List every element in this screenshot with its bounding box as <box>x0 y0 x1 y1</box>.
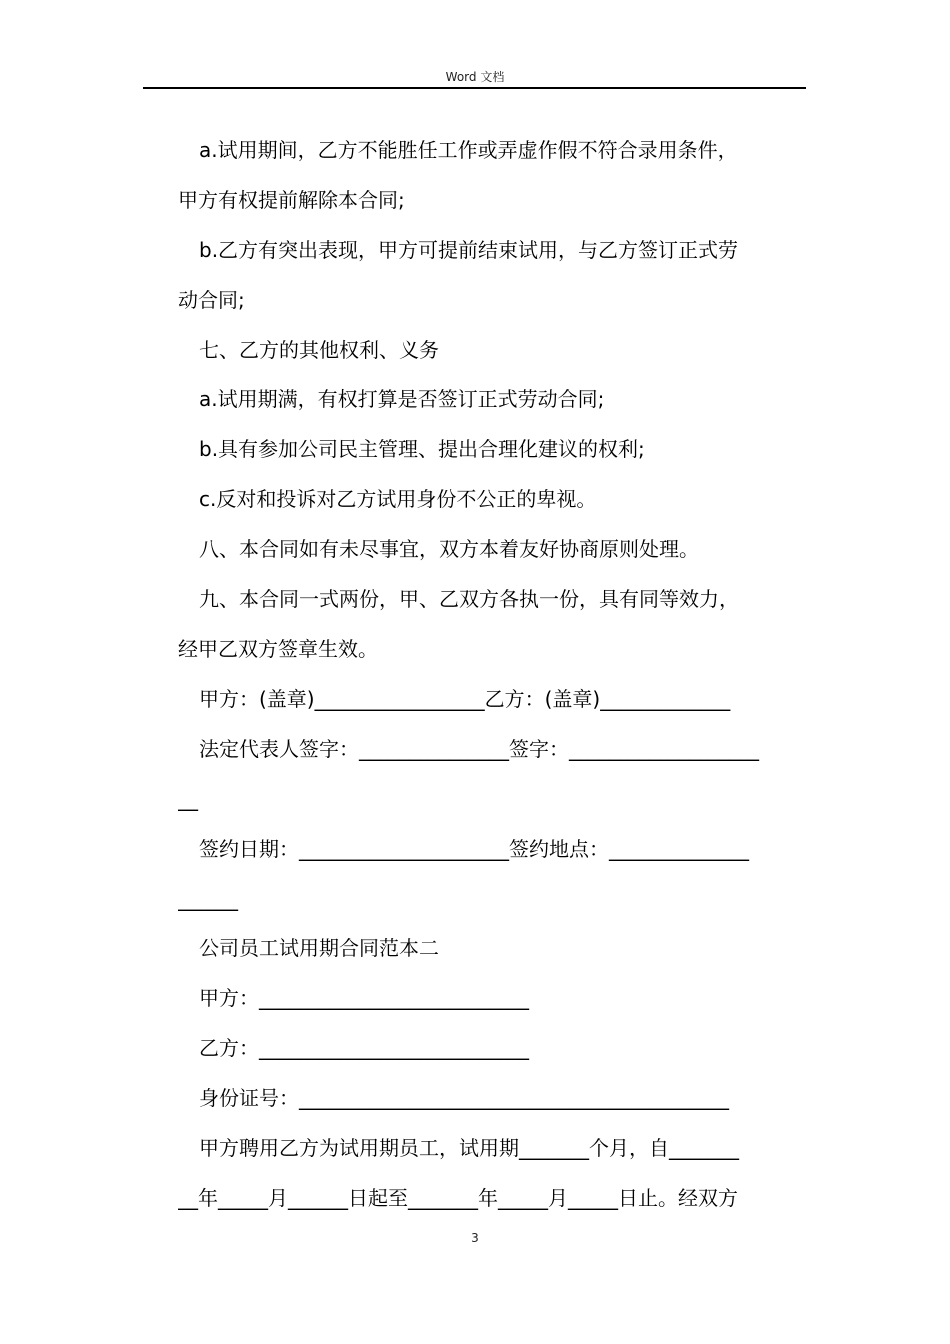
paragraph-line: 甲方聘用乙方为试用期员工，试用期_______个月，自_______ <box>199 1136 739 1160</box>
paragraph-line: b.具有参加公司民主管理、提出合理化建议的权利; <box>199 437 645 461</box>
page-number: 3 <box>471 1231 479 1245</box>
page-header-title: Word 文档 <box>445 70 505 84</box>
section-heading: 八、本合同如有未尽事宜，双方本着友好协商原则处理。 <box>199 537 699 561</box>
party-b-field: 乙方：___________________________ <box>199 1036 529 1060</box>
paragraph-line: c.反对和投诉对乙方试用身份不公正的卑视。 <box>199 487 597 511</box>
paragraph-line: __年_____月______日起至_______年_____月_____日止。经双方 <box>178 1186 738 1210</box>
paragraph-line: b.乙方有突出表现，甲方可提前结束试用，与乙方签订正式劳 <box>199 238 739 262</box>
contract-title: 公司员工试用期合同范本二 <box>199 936 439 960</box>
paragraph-line: 动合同; <box>178 288 245 312</box>
signature-line-date-place: 签约日期：_____________________签约地点：______________ <box>199 837 749 861</box>
section-heading: 九、本合同一式两份，甲、乙双方各执一份，具有同等效力， <box>199 587 739 611</box>
id-number-field: 身份证号：___________________________________________ <box>199 1086 729 1110</box>
paragraph-line: a.试用期满，有权打算是否签订正式劳动合同; <box>199 387 605 411</box>
section-heading: 七、乙方的其他权利、义务 <box>199 338 439 362</box>
party-a-field: 甲方：___________________________ <box>199 986 529 1010</box>
signature-line-continuation: __ <box>178 787 198 811</box>
signature-line-continuation: ______ <box>178 887 238 911</box>
signature-line-party: 甲方：(盖章)_________________乙方：(盖章)_____________ <box>199 687 731 711</box>
paragraph-line: a.试用期间，乙方不能胜任工作或弄虚作假不符合录用条件， <box>199 138 738 162</box>
paragraph-line: 经甲乙双方签章生效。 <box>178 637 378 661</box>
signature-line-representative: 法定代表人签字：_______________签字：___________________ <box>199 737 759 761</box>
paragraph-line: 甲方有权提前解除本合同; <box>178 188 405 212</box>
header-rule <box>143 87 806 89</box>
